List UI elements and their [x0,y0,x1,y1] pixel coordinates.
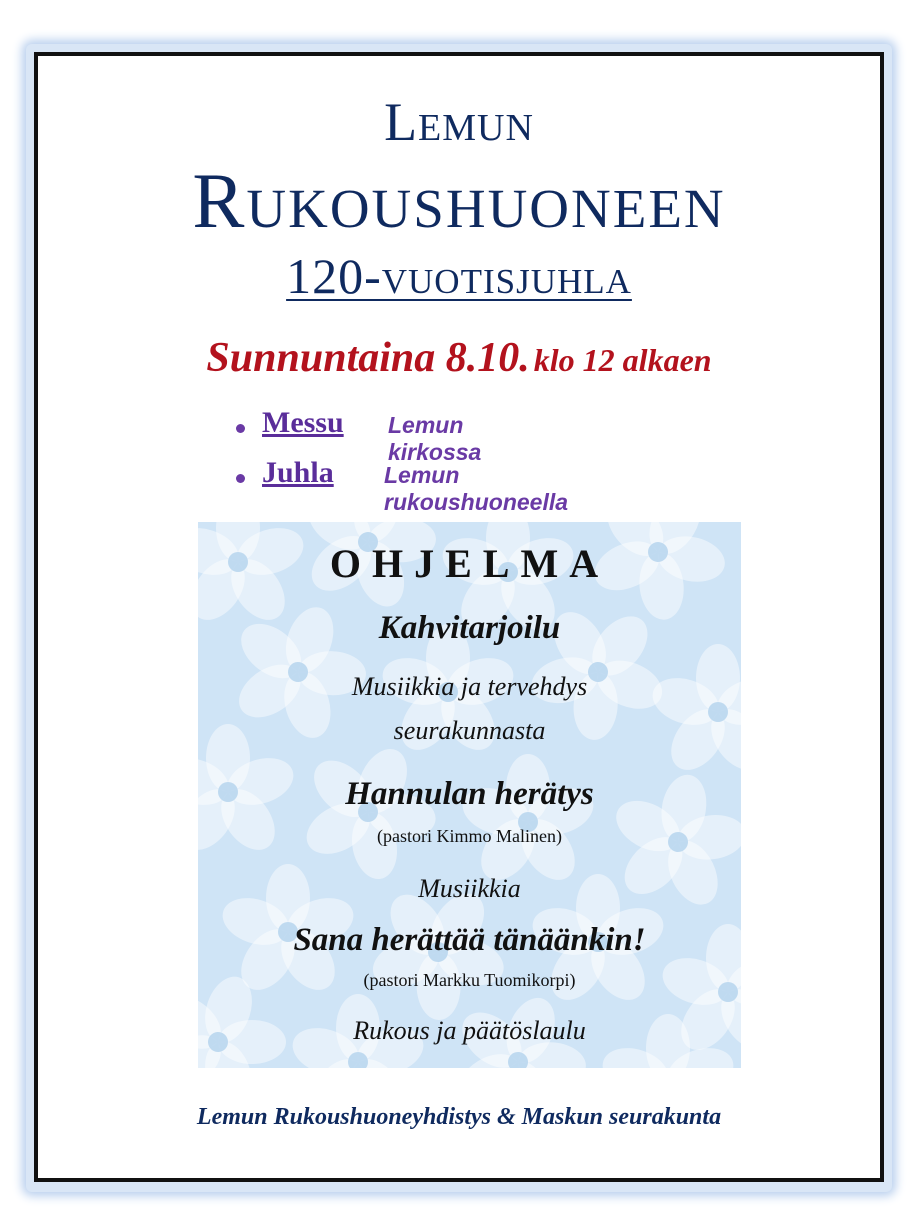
program-box [198,522,741,1068]
program-item-hannula-speaker: (pastori Kimmo Malinen) [377,826,562,846]
program-item-sermon: Sana herättää tänäänkin! [293,922,646,958]
poster-frame [34,52,884,1182]
program-item-music-greeting-1: Musiikkia ja tervehdys [351,672,588,701]
event-place: Lemun kirkossa [388,412,482,465]
title-line-2: Rukoushuoneen [192,157,726,244]
organizers: Lemun Rukoushuoneyhdistys & Maskun seurakunta [196,1104,722,1130]
event-name: Messu [262,406,344,439]
title-line-3 [38,246,880,306]
program-item-music-greeting-2: seurakunnasta [393,716,546,745]
program-item-coffee: Kahvitarjoilu [378,610,561,646]
bullet-icon [236,474,245,483]
title-line-1: Lemun [384,92,534,152]
program-item-sermon-speaker: (pastori Markku Tuomikorpi) [363,970,576,990]
program-item-hannula: Hannulan herätys [345,776,594,812]
event-place: Lemun rukoushuoneella [384,462,569,515]
program-heading: OHJELMA [329,541,610,586]
bullet-icon [236,424,245,433]
date-time: klo 12 alkaen [533,342,712,378]
event-date [38,334,880,382]
anniversary-title: 120-vuotisjuhla [286,248,632,304]
program-item-music: Musiikkia [418,874,521,903]
date-main: Sunnuntaina 8.10. [206,335,530,381]
event-name: Juhla [262,456,334,489]
program-item-closing: Rukous ja päätöslaulu [353,1016,586,1045]
